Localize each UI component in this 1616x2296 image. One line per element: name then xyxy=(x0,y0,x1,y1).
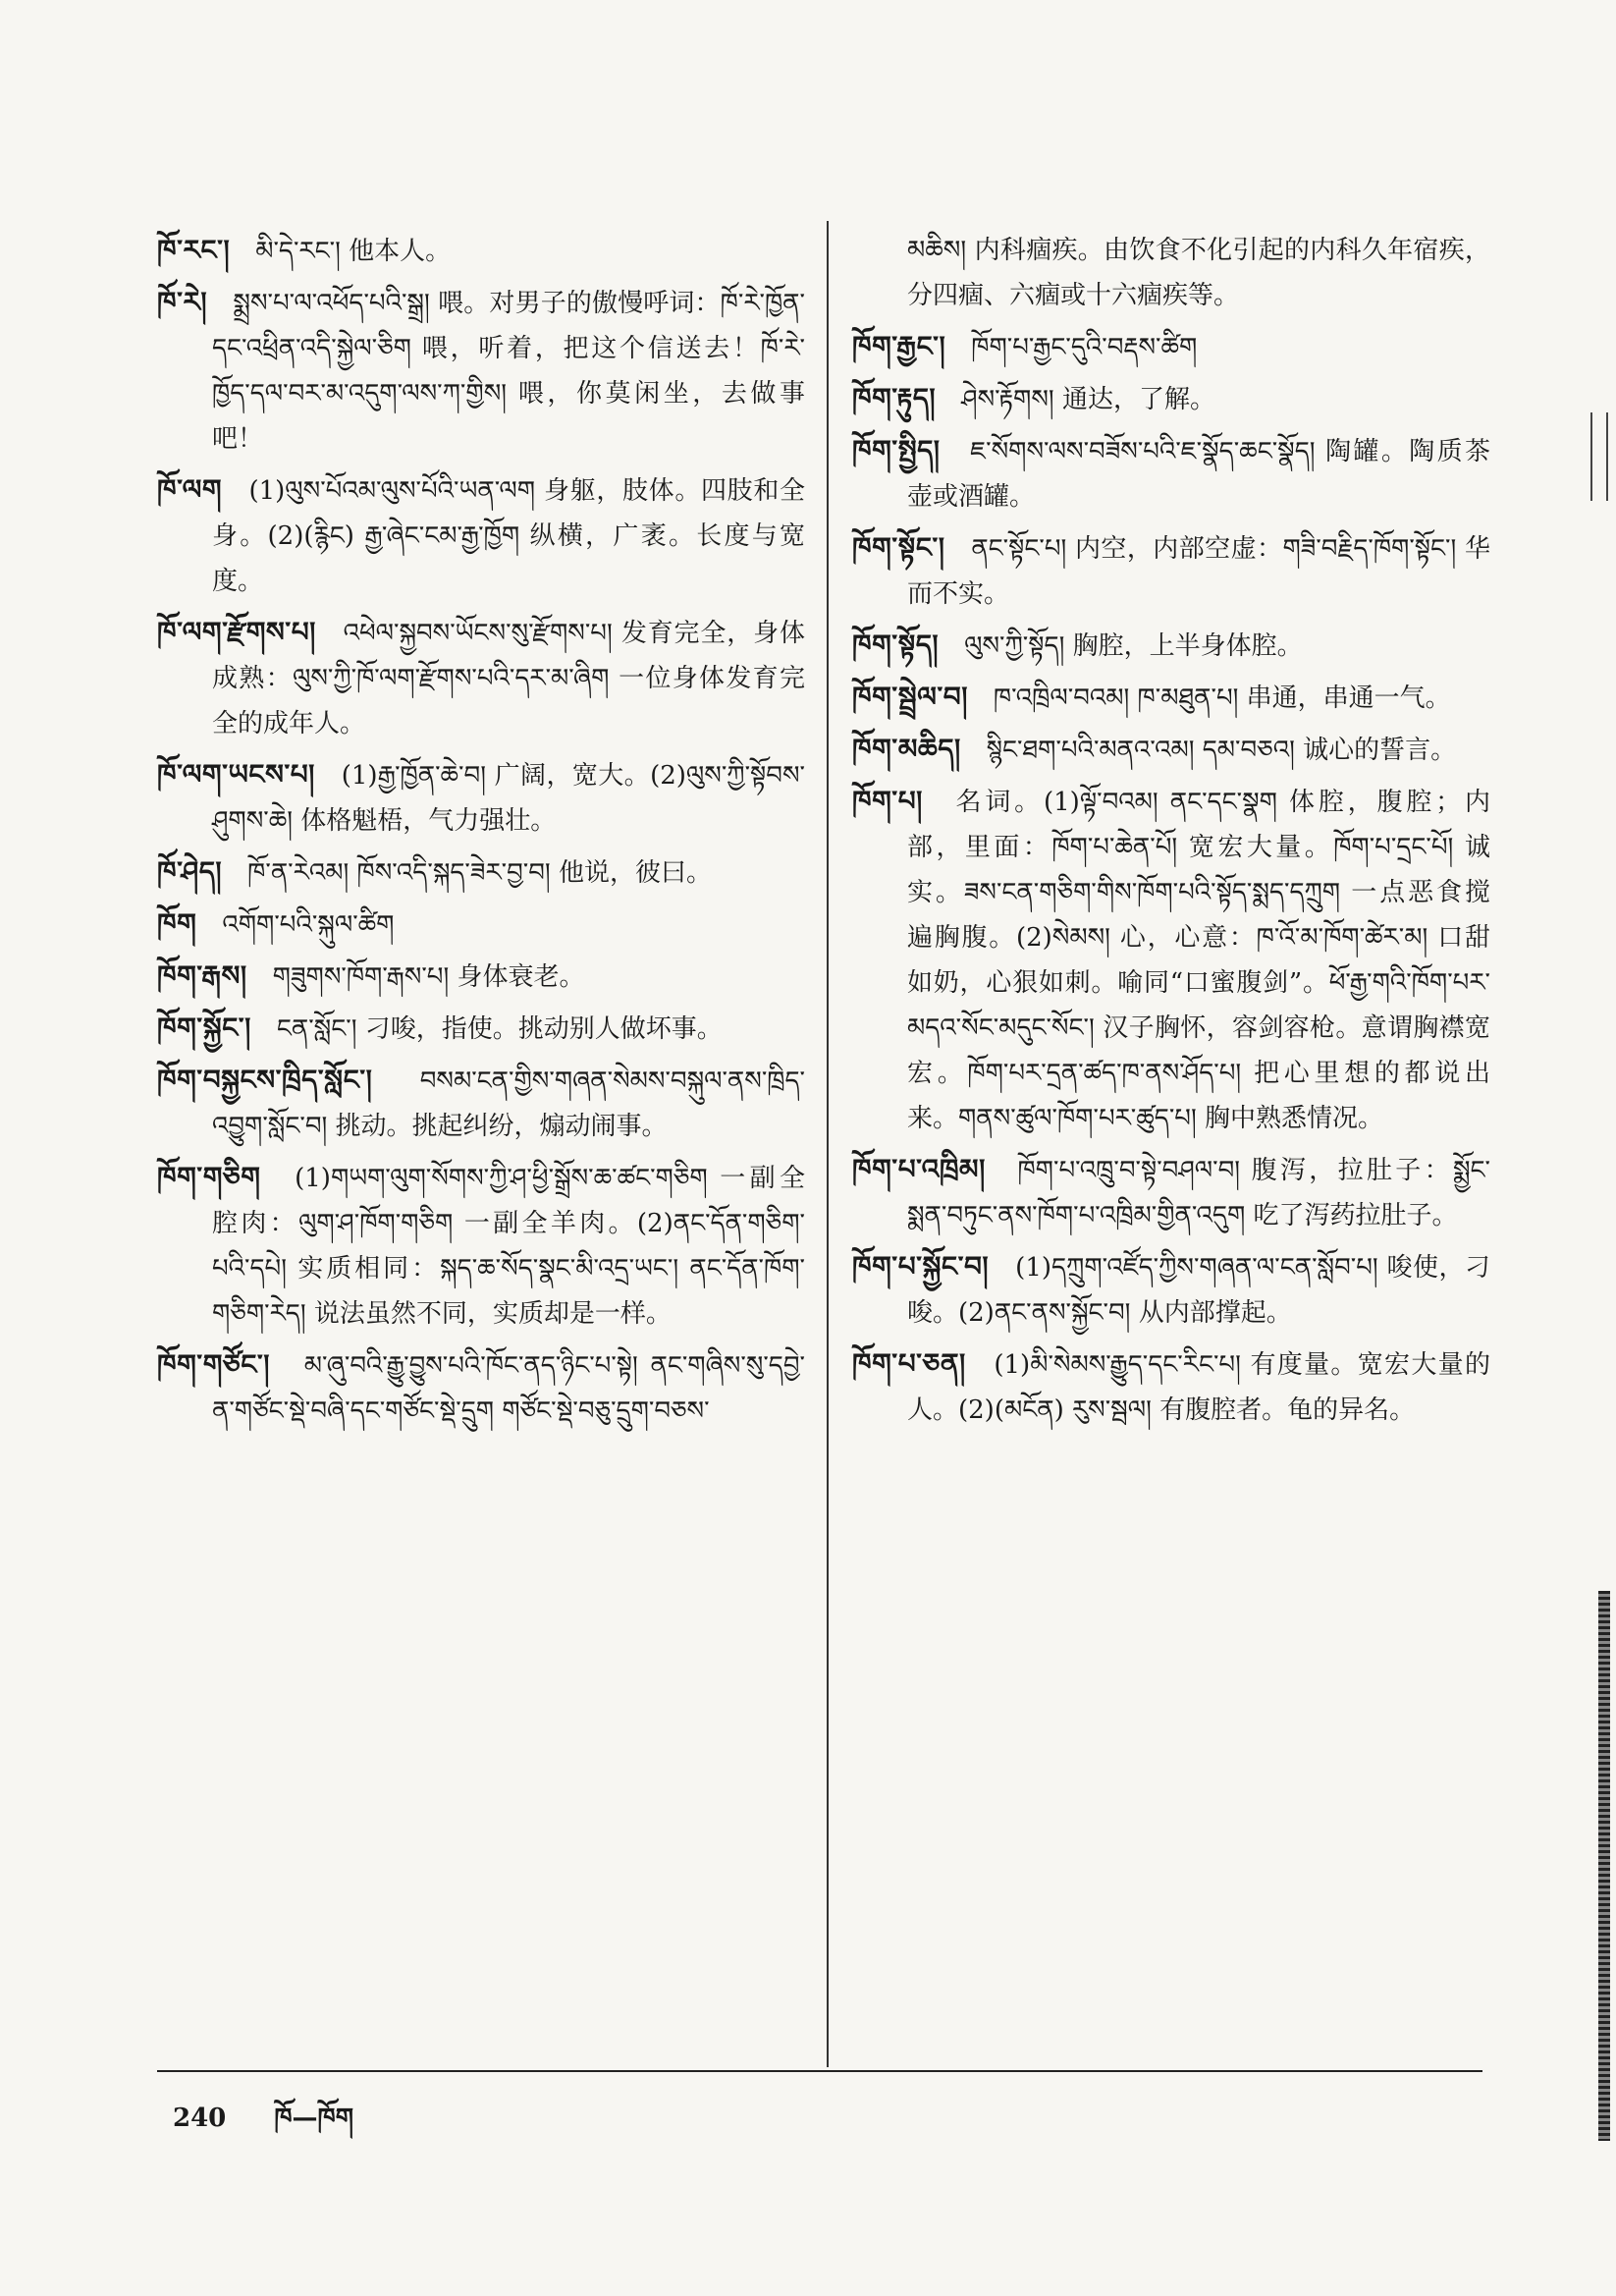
left-column xyxy=(157,228,805,1440)
headword: ཁོག་རྒས། xyxy=(157,959,247,992)
definition: ནང་སྟོང་པ། 内空，内部空虚：གཟི་བརྗིད་ཁོག་སྟོང་། 华而不实。 xyxy=(907,534,1490,609)
headword: ཁོག xyxy=(157,907,197,940)
headword-range: ཁོ—ཁོག xyxy=(274,2104,354,2133)
dictionary-entry xyxy=(157,902,805,948)
definition: ངན་སློང་། 刁唆，指使。挑动别人做坏事。 xyxy=(276,1014,723,1044)
definition: ཤེས་རྟོགས། 通达，了解。 xyxy=(961,385,1215,414)
definition: ཇ་སོགས་ལས་བཟོས་པའི་ཇ་སྣོད་ཆང་སྣོད། 陶罐。陶质茶壶或酒罐。 xyxy=(907,437,1490,512)
dictionary-entry xyxy=(852,525,1490,617)
column-divider xyxy=(827,221,829,2067)
dictionary-entry xyxy=(157,228,805,274)
definition: འཕེལ་སྐྱབས་ཡོངས་སུ་རྫོགས་པ། 发育完全，身体成熟：ལུས་ཀྱི་ཁོ་ལག་རྫོགས་པའི་དར་མ་ཞིག 一位身体发育完全的成年人。 xyxy=(212,619,805,738)
dictionary-entry xyxy=(852,1244,1490,1336)
definition: (1)ལུས་པོའམ་ལུས་པོའི་ཡན་ལག 身躯，肢体。四肢和全身。(2)(རྙིང) རྒྱ་ཞེང་ངམ་རྒྱ་ཁྱོག 纵横，广袤。长度与宽度。 xyxy=(212,476,805,596)
dictionary-entry xyxy=(157,610,805,746)
dictionary-entry xyxy=(852,727,1490,773)
headword: ཁོག་པ། xyxy=(852,785,923,817)
page-edge-bar xyxy=(1598,1591,1610,2141)
headword: ཁོ་ལག་རྫོགས་པ། xyxy=(157,616,316,648)
headword: ཁོ་ལག་ཡངས་པ། xyxy=(157,758,315,791)
dictionary-entry xyxy=(852,779,1490,1141)
headword: ཁོ་ཤེད། xyxy=(157,855,223,888)
headword: ཁོག་རྒྱང་། xyxy=(852,330,946,362)
dictionary-entry xyxy=(157,752,805,844)
headword: ཁོ་རེ། xyxy=(157,286,208,318)
footer-rule xyxy=(157,2070,1482,2072)
definition: འགོག་པའི་སྐུལ་ཚིག xyxy=(222,910,395,940)
headword: ཁོག་པ་སྐྱོང་བ། xyxy=(852,1250,990,1283)
headword: ཁོག་སྦྲེལ་བ། xyxy=(852,681,968,713)
definition: (1)རྒྱ་ཁྱོན་ཆེ་བ། 广阔，宽大。(2)ལུས་ཀྱི་སྟོབས་ཤུགས་ཆེ། 体格魁梧，气力强壮。 xyxy=(212,761,805,836)
definition: བསམ་ངན་གྱིས་གཞན་སེམས་བསྐུལ་ནས་ཁྲིད་འབྱུག་སློང་བ། 挑动。挑起纠纷，煽动闹事。 xyxy=(212,1066,805,1141)
headword: ཁོག་རྟུད། xyxy=(852,382,937,414)
dictionary-entry xyxy=(157,1006,805,1052)
dictionary-entry xyxy=(852,1341,1490,1433)
definition: (1)དཀྲུག་འཛོད་ཀྱིས་གཞན་ལ་ངན་སློབ་པ། 唆使，刁唆。(2)ནང་ནས་སྐྱོང་བ། 从内部撑起。 xyxy=(907,1253,1490,1328)
definition: མཆིས། 内科痼疾。由饮食不化引起的内科久年宿疾，分四痼、六痼或十六痼疾等。 xyxy=(907,236,1490,310)
page-number: 240 xyxy=(173,2104,227,2133)
page-footer xyxy=(173,2090,353,2161)
dictionary-entry xyxy=(852,623,1490,669)
dictionary-entry xyxy=(157,1058,805,1149)
dictionary-entry xyxy=(852,1147,1490,1238)
definition: ལུས་ཀྱི་སྟོད། 胸腔，上半身体腔。 xyxy=(964,631,1303,661)
dictionary-entry xyxy=(157,467,805,604)
definition: 名词。(1)ལྟོ་བའམ། ནང་དང་སྣག 体腔，腹腔；内部，里面：ཁོག་པ་ཆེན་པོ། 宽宏大量。ཁོག་པ་དྲང་པོ། 诚实。ཟས་ངན་གཅིག་གིས་ཁོག་པའི་སྟོད་སྨད་དཀྲུག 一点恶食搅遍胸腹。(2)སེམས། 心，心意：ཁ་འོ་མ་ཁོག་ཚེར་མ། 口甜如奶，心狠如刺。喻同“口蜜腹剑”。ཕོ་རྒྱ་གའི་ཁོག་པར་མདའ་སོང་མདུང་སོང་། 汉子胸怀，容剑容枪。意谓胸襟宽宏。ཁོག་པར་དྲན་ཚད་ཁ་ནས་ཤོད་པ། 把心里想的都说出来。གནས་ཚུལ་ཁོག་པར་ཚུད་པ། 胸中熟悉情况。 xyxy=(907,788,1490,1133)
headword: ཁོ་རང་། xyxy=(157,234,231,266)
headword: ཁོག་པ་འཁྲིམ། xyxy=(852,1153,986,1185)
headword: ཁོག་བསྐྱངས་ཁྲིད་སློང་། xyxy=(157,1064,373,1096)
headword: ཁོག་སྤྱིད། xyxy=(852,434,941,466)
definition: སྙིང་ཐག་པའི་མནའ་འམ། དམ་བཅའ། 诚心的誓言。 xyxy=(986,736,1457,765)
dictionary-entry-continued xyxy=(852,228,1490,318)
headword: ཁོག་མཆིད། xyxy=(852,733,961,765)
headword: ཁོག་སྐྱོང་། xyxy=(157,1011,251,1044)
definition: ཁོག་པ་འཁྲུ་བ་སྟེ་བཤལ་བ། 腹泻，拉肚子：སྨྱོང་སྨན་བཏུང་ནས་ཁོག་པ་འཁྲིམ་གྱིན་འདུག 吃了泻药拉肚子。 xyxy=(907,1156,1490,1230)
definition: ཁོ་ན་རེའམ། ཁོས་འདི་སྐད་ཟེར་བྱ་བ། 他说，彼曰。 xyxy=(247,858,712,888)
definition: (1)མི་སེམས་རྒྱུད་དང་རིང་པ། 有度量。宽宏大量的人。(2)(མངོན) རུས་སྦལ། 有腹腔者。龟的异名。 xyxy=(907,1350,1490,1425)
dictionary-entry xyxy=(852,376,1490,422)
dictionary-entry xyxy=(157,280,805,462)
thumb-index-marks xyxy=(1590,412,1608,501)
headword: ཁོག་སྟོད། xyxy=(852,629,940,661)
right-column xyxy=(852,228,1490,1439)
headword: ཁོག་པ་ཅན། xyxy=(852,1347,966,1380)
definition: ཁོག་པ་རྒྱང་དུའི་བརྡས་ཚིག xyxy=(971,333,1198,362)
headword: ཁོ་ལག xyxy=(157,473,223,506)
definition: སྨྲས་པ་ལ་འཕོད་པའི་སྒྲ། 喂。对男子的傲慢呼词：ཁོ་རེ་ཁྱོན་དང་འཕྲིན་འདི་སྐྱེལ་ཅིག 喂，听着，把这个信送去！ཁོ་རེ་ཁྱོད་དལ་བར་མ་འདུག་ལས་ཀ་གྱིས། 喂，你莫闲坐，去做事吧！ xyxy=(212,289,805,454)
dictionary-entry xyxy=(157,849,805,896)
dictionary-entry xyxy=(852,675,1490,721)
definition: (1)གཡག་ལུག་སོགས་ཀྱི་ཤ་ཕྱི་སྒྲོས་ཆ་ཚང་གཅིག 一副全腔肉：ལུག་ཤ་ཁོག་གཅིག 一副全羊肉。(2)ནང་དོན་གཅིག་པའི་དཔེ། 实质相同：སྐད་ཆ་སོད་སྣང་མི་འདྲ་ཡང་། ནང་དོན་ཁོག་གཅིག་རེད། 说法虽然不同，实质却是一样。 xyxy=(212,1164,805,1329)
dictionary-entry xyxy=(852,324,1490,370)
dictionary-entry xyxy=(852,428,1490,519)
dictionary-entry xyxy=(157,1342,805,1434)
definition: མི་དེ་རང་། 他本人。 xyxy=(255,237,452,266)
headword: ཁོག་སྟོང་། xyxy=(852,531,945,564)
definition: གཟུགས་ཁོག་རྒས་པ། 身体衰老。 xyxy=(272,962,585,992)
definition: མ་ཞུ་བའི་རྒྱུ་བྱུས་པའི་ཁོང་ནད་ཉིང་པ་སྟེ། ནང་གཞིས་སུ་དབྱེ་ན་གཙོང་སྡེ་བཞི་དང་གཙོང་སྡེ་དྲུག གཙོང་སྡེ་བཅུ་དྲུག་བཅས་ xyxy=(212,1351,805,1426)
dictionary-entry xyxy=(157,954,805,1000)
headword: ཁོག་གཙོང་། xyxy=(157,1348,270,1381)
headword: ཁོག་གཅིག xyxy=(157,1161,261,1193)
definition: ཁ་འཁྲིལ་བའམ། ཁ་མཐུན་པ། 串通，串通一气。 xyxy=(993,683,1451,713)
dictionary-entry xyxy=(157,1155,805,1337)
